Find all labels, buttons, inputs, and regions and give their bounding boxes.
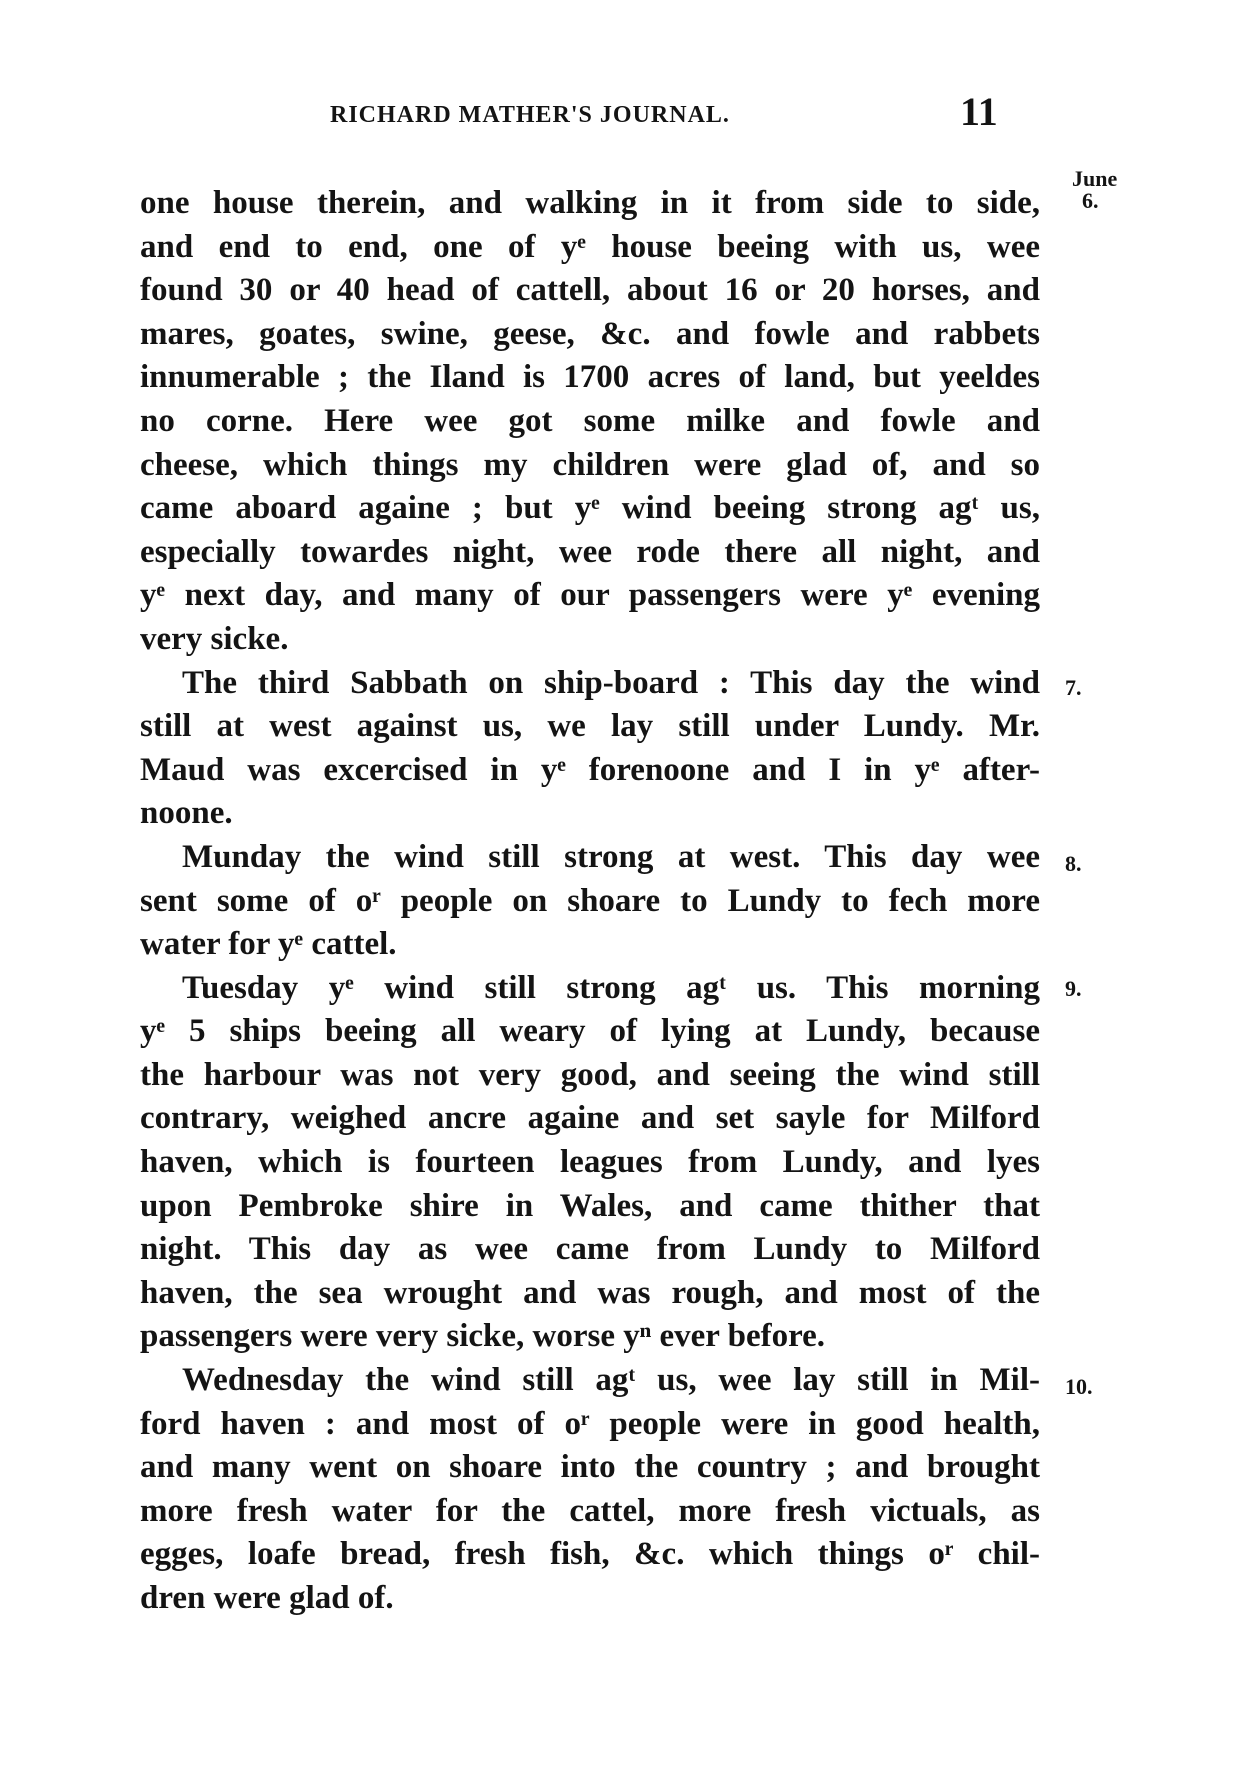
- text-line: one house therein, and walking in it from side to side,: [140, 185, 1040, 221]
- text-line: Tuesday yᵉ wind still strong agᵗ us. This morning: [182, 969, 1040, 1006]
- text-line: very sicke.: [140, 620, 289, 657]
- margin-day-6: 6.: [1082, 188, 1099, 213]
- paragraph-1: [140, 182, 1040, 662]
- text-line: sent some of oʳ people on shoare to Lundy to fech more: [140, 882, 1040, 919]
- text-line: Wednesday the wind still agᵗ us, wee lay still in Mil-: [182, 1362, 1040, 1399]
- text-line: cheese, which things my children were glad of, and so: [140, 446, 1040, 483]
- margin-date-june-6: [1072, 168, 1117, 212]
- text-line: innumerable ; the Iland is 1700 acres of land, but yeeldes: [140, 359, 1040, 396]
- text-line: passengers were very sicke, worse yⁿ ever before.: [140, 1318, 826, 1355]
- text-line: haven, which is fourteen leagues from Lundy, and lyes: [140, 1144, 1040, 1181]
- text-line: noone.: [140, 795, 233, 832]
- text-line: ford haven : and most of oʳ people were in good health,: [140, 1405, 1040, 1442]
- margin-day-10: 10.: [1065, 1374, 1093, 1400]
- text-line: Munday the wind still strong at west. This day wee: [182, 838, 1040, 875]
- paragraph-5: [140, 1359, 1093, 1621]
- text-line: and many went on shoare into the country ; and brought: [140, 1449, 1040, 1486]
- text-line: no corne. Here wee got some milke and fowle and: [140, 402, 1040, 439]
- journal-text: [140, 182, 1093, 1621]
- paragraph-3: [140, 836, 1082, 967]
- text-line: The third Sabbath on ship-board : This day the wind: [182, 664, 1040, 701]
- text-line: yᵉ 5 ships beeing all weary of lying at Lundy, because: [140, 1013, 1040, 1050]
- paragraph-4: [140, 967, 1082, 1359]
- paragraph-2: [140, 662, 1082, 836]
- margin-month: June: [1072, 166, 1118, 191]
- margin-day-7: 7.: [1065, 674, 1082, 700]
- text-line: haven, the sea wrought and was rough, and most of the: [140, 1274, 1040, 1311]
- text-line: mares, goates, swine, geese, &c. and fowle and rabbets: [140, 315, 1040, 352]
- text-line: water for yᵉ cattel.: [140, 926, 397, 963]
- text-line: contrary, weighed ancre againe and set sayle for Milford: [140, 1100, 1040, 1137]
- text-line: upon Pembroke shire in Wales, and came thither that: [140, 1187, 1040, 1224]
- text-line: yᵉ next day, and many of our passengers were yᵉ evening: [140, 577, 1040, 614]
- margin-day-8: 8.: [1065, 850, 1082, 876]
- text-line: and end to end, one of yᵉ house beeing with us, wee: [140, 228, 1040, 265]
- text-line: found 30 or 40 head of cattell, about 16 or 20 horses, and: [140, 272, 1040, 309]
- text-line: Maud was excercised in yᵉ forenoone and I in yᵉ after-: [140, 751, 1040, 788]
- page-number: 11: [960, 89, 998, 134]
- text-line: egges, loafe bread, fresh fish, &c. which things oʳ chil-: [140, 1536, 1040, 1573]
- text-line: the harbour was not very good, and seeing the wind still: [140, 1056, 1040, 1093]
- text-line: especially towardes night, wee rode there all night, and: [140, 533, 1040, 570]
- text-line: more fresh water for the cattel, more fresh victuals, as: [140, 1492, 1040, 1529]
- text-line: dren were glad of.: [140, 1580, 394, 1616]
- margin-day-9: 9.: [1065, 975, 1082, 1001]
- text-line: came aboard againe ; but yᵉ wind beeing strong agᵗ us,: [140, 490, 1040, 527]
- text-line: still at west against us, we lay still under Lundy. Mr.: [140, 708, 1040, 745]
- running-title: RICHARD MATHER'S JOURNAL.: [330, 102, 730, 128]
- text-line: night. This day as wee came from Lundy to Milford: [140, 1231, 1040, 1268]
